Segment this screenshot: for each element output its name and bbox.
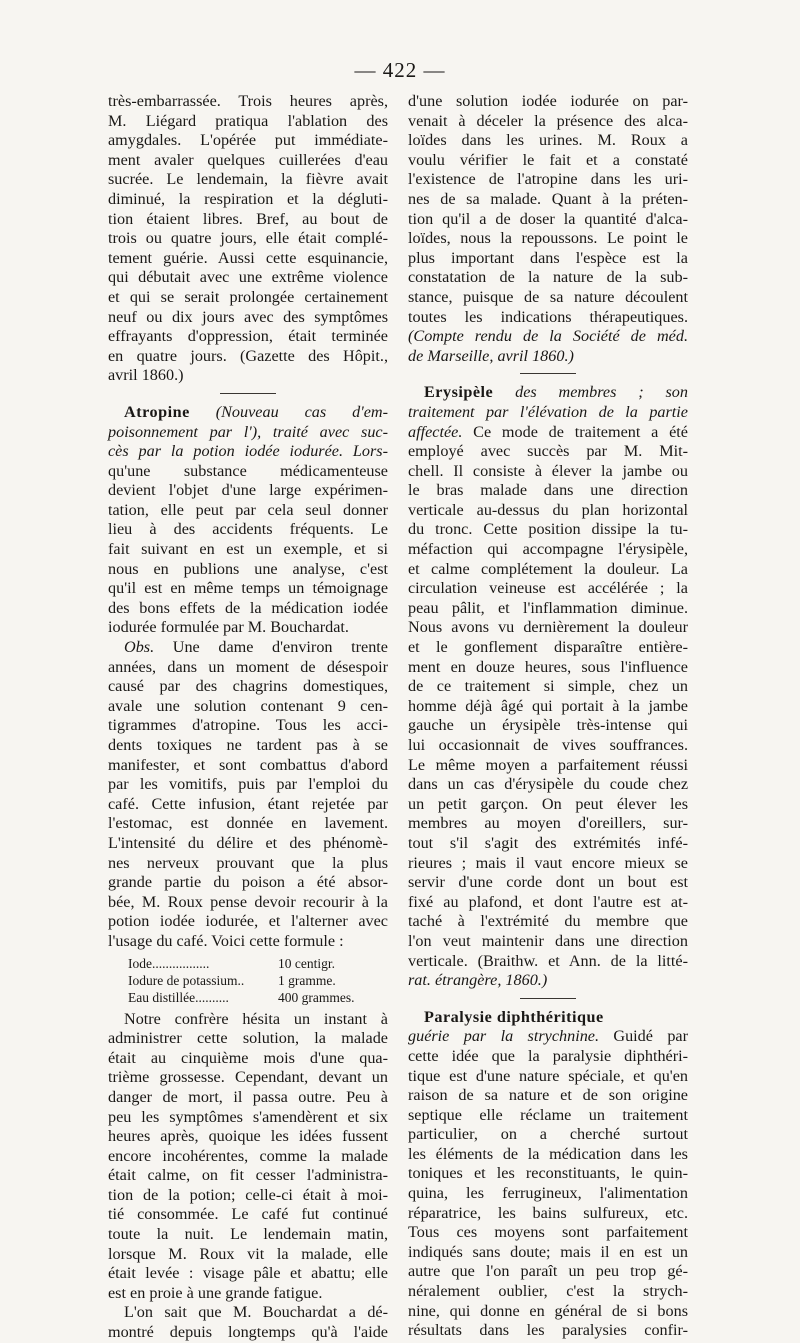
reference-text: verticale. (Braithw. et Ann. de la litté- xyxy=(408,951,688,970)
paragraph-line: des bons effets de la médication iodée xyxy=(108,598,388,617)
paragraph-line: tout s'il s'agit des extrémités infé- xyxy=(408,833,688,852)
paragraph-line: trième grossesse. Cependant, devant un xyxy=(108,1068,388,1087)
paragraph-line: servir d'une corde dont un bout est xyxy=(408,873,688,892)
paragraph-line: tique est d'une nature spéciale, et qu'en xyxy=(408,1066,688,1085)
article-paralysie xyxy=(408,1008,688,1341)
paragraph-line: lui occasionnait de vives souffrances. xyxy=(408,736,688,754)
formula-ingredient: Eau distillée.......... xyxy=(128,989,229,1005)
paragraph-amygdales xyxy=(108,92,388,386)
paragraph-line: quina, les ferrugineux, l'alimentation xyxy=(408,1184,688,1203)
paragraph-line: Le même moyen a parfaitement réussi xyxy=(408,755,688,774)
formula-ingredient: Iodure de potassium.. xyxy=(128,972,245,988)
paragraph-line: très-embarrassée. Trois heures après, xyxy=(108,92,388,110)
paragraph-line: un petit garçon. On peut élever les xyxy=(408,794,688,813)
paragraph-line: avale une solution contenant 9 cen- xyxy=(108,696,388,715)
paragraph-line: particulier, on a cherché surtout xyxy=(408,1125,688,1144)
paragraph-line: tion de la potion; celle-ci était à moi- xyxy=(108,1185,388,1204)
paragraph-line: manifester, et sont combattus d'abord xyxy=(108,755,388,774)
paragraph-line: néralement oublier, c'est la strych- xyxy=(408,1282,688,1301)
formula xyxy=(108,955,388,1006)
paragraph-line: méfaction qui accompagne l'érysipèle, xyxy=(408,540,688,559)
paragraph-line: résultats dans les paralysies confir- xyxy=(408,1321,688,1340)
reference-line xyxy=(408,971,688,991)
heading-text: traitement par l'élévation de la partie xyxy=(408,402,688,421)
paragraph-line: sucrée. Le lendemain, la fièvre avait xyxy=(108,170,388,189)
paragraph-line: et qui se serait prolongée certainement xyxy=(108,287,388,306)
paragraph-line: Nous avons vu dernièrement la douleur xyxy=(408,618,688,637)
heading-line xyxy=(408,403,688,423)
headword-erysipele: Erysipèle xyxy=(424,383,494,402)
paragraph-line: est en proie à une grande fatigue. xyxy=(108,1283,323,1302)
reference-line: de Marseille, avril 1860.) xyxy=(408,346,574,365)
paragraph-line: dans un cas d'érysipèle du coude chez xyxy=(408,775,688,794)
formula-row xyxy=(128,955,388,972)
paragraph-line: était calme, on fit cesser l'administra- xyxy=(108,1166,388,1185)
heading-text: guérie par la strychnine. xyxy=(408,1027,600,1046)
paragraph-line: iodurée formulée par M. Bouchardat. xyxy=(108,618,349,637)
formula-ingredient: Iode................. xyxy=(128,955,210,971)
paragraph-line: ment avaler quelques cuillerées d'eau xyxy=(108,150,388,169)
paragraph-line: rieures ; mais il vaut encore mieux se xyxy=(408,853,688,872)
reference-line xyxy=(408,952,688,972)
obs-line xyxy=(108,638,388,658)
paragraph-line: toutes les indications thérapeutiques. xyxy=(408,307,688,326)
section-divider xyxy=(220,393,276,394)
paragraph-line: bée, M. Roux pense devoir recourir à la xyxy=(108,892,388,911)
paragraph-line: amygdales. L'opérée put immédiate- xyxy=(108,131,388,150)
erysipele-heading-line xyxy=(408,383,688,403)
left-column xyxy=(108,92,388,1343)
paragraph-line: raison de sa nature et de son origine xyxy=(408,1086,688,1105)
paragraph-line: montré depuis longtemps qu'à l'aide xyxy=(108,1323,388,1342)
paragraph-line: les éléments de la médication dans les xyxy=(408,1144,688,1163)
paragraph-line: l'on veut maintenir dans une direction xyxy=(408,931,688,950)
heading-line xyxy=(108,442,388,462)
heading-text: des membres ; son xyxy=(493,383,688,402)
paragraph-line: autre que l'on paraît un peu trop gé- xyxy=(408,1262,688,1281)
article-erysipele xyxy=(408,383,688,990)
section-divider xyxy=(520,373,576,374)
paragraph-line: tié consommée. Le café fut continué xyxy=(108,1205,388,1224)
heading-line xyxy=(408,1027,688,1047)
heading-line xyxy=(408,423,688,443)
paragraph-line: employé avec succès par M. Mit- xyxy=(408,442,688,461)
paragraph-line: tion qu'il a de doser la quantité d'alca- xyxy=(408,209,688,228)
paragraph-line: tigrammes d'atropine. Tous les acci- xyxy=(108,716,388,735)
paragraph-line: constatation de la nature de la sub- xyxy=(408,268,688,287)
headword-paralysie: Paralysie diphthéritique xyxy=(424,1007,604,1026)
heading-text: cès par la potion iodée iodurée. Lors- xyxy=(108,442,388,461)
paragraph-line: et calme complétement la douleur. La xyxy=(408,559,688,578)
heading-text: affectée. xyxy=(408,422,463,441)
paragraph-line: potion iodée iodurée, et l'alterner avec xyxy=(108,912,388,931)
heading-text: poisonnement par l'), traité avec suc- xyxy=(108,422,388,441)
paragraph-line: réparatrice, les bains sulfureux, etc. xyxy=(408,1203,688,1222)
paragraph-line: tement guérie. Aussi cette esquinancie, xyxy=(108,248,388,267)
paragraph-line: et le gonflement disparaître entière- xyxy=(408,638,688,657)
paragraph-line: trois ou quatre jours, elle était complé- xyxy=(108,229,388,248)
paragraph-line: circulation veineuse est accélérée ; la xyxy=(408,579,688,598)
paragraph-line: toniques et les reconstituants, le quin- xyxy=(408,1164,688,1183)
paragraph-line: taché à l'extrémité du membre que xyxy=(408,912,688,931)
formula-quantity: 1 gramme. xyxy=(278,972,336,988)
paragraph-line: chell. Il consiste à élever la jambe ou xyxy=(408,461,688,480)
paragraph-line: heures après, quoique les idées fussent xyxy=(108,1127,388,1146)
paragraph-line: café. Cette infusion, étant rejetée par xyxy=(108,794,388,813)
paragraph-line: fixé au plafond, et dont l'autre est at- xyxy=(408,892,688,911)
paragraph-line: Notre confrère hésita un instant à xyxy=(124,1009,388,1028)
paragraph-line: qu'il est en même temps un témoignage xyxy=(108,579,388,598)
formula-row xyxy=(128,972,388,989)
paragraph-line: dents toxiques ne tardent pas à se xyxy=(108,736,388,754)
paragraph-line: lieu à des accidents fréquents. Le xyxy=(108,520,388,539)
paragraph-line: d'une solution iodée iodurée on par- xyxy=(408,92,688,110)
paragraph-line: par les vomitifs, puis par l'emploi du xyxy=(108,775,388,794)
paragraph-line: indiqués sans doute; mais il en est un xyxy=(408,1242,688,1261)
paragraph-line: encore incohérentes, comme la malade xyxy=(108,1146,388,1165)
paragraph-line: nes de sa malade. Quant à la préten- xyxy=(408,189,688,208)
paragraph-line: qui débutait avec une extrême violence xyxy=(108,268,388,287)
section-divider xyxy=(520,998,576,999)
paragraph-line: plus important dans l'espèce est la xyxy=(408,248,688,267)
paragraph-line: nes nerveux prouvant que la plus xyxy=(108,853,388,872)
paragraph-line: ment en douze heures, sous l'influence xyxy=(408,657,688,676)
paragraph-line: effrayants d'oppression, était terminée xyxy=(108,327,388,346)
paragraph-line: neuf ou dix jours avec des symptômes xyxy=(108,307,388,326)
headword-atropine: Atropine xyxy=(124,402,190,421)
obs-text: Une dame d'environ trente xyxy=(154,638,388,657)
atropine-heading-line xyxy=(108,403,388,423)
paragraph-line: était au cinquième mois d'une qua- xyxy=(108,1048,388,1067)
paragraph-line: fait suivant en est un exemple, et si xyxy=(108,540,388,559)
heading-line xyxy=(108,423,388,443)
paragraph-line: nous en publions une analyse, c'est xyxy=(108,559,388,578)
paragraph-line: années, dans un moment de désespoir xyxy=(108,657,388,676)
paragraph-line: avril 1860.) xyxy=(108,366,184,385)
paragraph-line: M. Liégard pratiqua l'ablation des xyxy=(108,111,388,130)
paragraph-line: du tronc. Cette position dissipe la tu- xyxy=(408,520,688,539)
heading-text: (Nouveau cas d'em- xyxy=(189,402,388,421)
paragraph-line: causé par des chagrins domestiques, xyxy=(108,677,388,696)
paragraph-line: l'existence de l'atropine dans les uri- xyxy=(408,170,688,189)
body-text: Ce mode de traitement a été xyxy=(462,422,688,441)
formula-quantity: 400 grammes. xyxy=(278,989,355,1005)
paragraph-line: en quatre jours. (Gazette des Hôpit., xyxy=(108,346,388,365)
paragraph-line: diminué, la respiration et la dégluti- xyxy=(108,189,388,208)
paragraph-line: administrer cette solution, la malade xyxy=(108,1029,388,1048)
paragraph-line: était levée : visage pâle et abattu; elle xyxy=(108,1264,388,1283)
paragraph-line: stance, puisque de sa nature découlent xyxy=(408,287,688,306)
paralysie-heading-line xyxy=(408,1008,688,1028)
paragraph-line: gauche un érysipèle très-intense qui xyxy=(408,716,688,735)
paragraph-line: peau pâlit, et l'inflammation diminue. xyxy=(408,598,688,617)
paragraph-line: tation, elle peut par cela seul donner xyxy=(108,500,388,519)
paragraph-line: venait à déceler la présence des alca- xyxy=(408,111,688,130)
paragraph-line: L'intensité du délire et des phénomè- xyxy=(108,833,388,852)
paragraph-line: grande partie du poison a été absor- xyxy=(108,873,388,892)
paragraph-line: loïdes dans les urines. M. Roux a xyxy=(408,131,688,150)
paragraph-line: toute la nuit. Le lendemain matin, xyxy=(108,1225,388,1244)
paragraph-line: loïdes, nous la repoussons. Le point le xyxy=(408,229,688,248)
formula-quantity: 10 centigr. xyxy=(278,955,335,971)
paragraph-line: verticale au-dessus du plan horizontal xyxy=(408,500,688,519)
body-text: Guidé par xyxy=(599,1027,688,1046)
paragraph-line: l'estomac, est donnée en lavement. xyxy=(108,814,388,833)
reference-text: rat. étrangère, 1860.) xyxy=(408,971,548,990)
paragraph-line: septique elle réclame un traitement xyxy=(408,1105,688,1124)
obs-label: Obs. xyxy=(124,638,155,657)
paragraph-line: homme déjà âgé qui portait à la jambe xyxy=(408,696,688,715)
paragraph-line: qu'une substance médicamenteuse xyxy=(108,461,388,480)
paragraph-line: cette idée que la paralysie diphthéri- xyxy=(408,1046,688,1065)
paragraph-line: de ce traitement si simple, chez un xyxy=(408,677,688,696)
paragraph-line: nine, qui donne en général de si bons xyxy=(408,1301,688,1320)
paragraph-line: membres au moyen d'oreillers, sur- xyxy=(408,814,688,833)
paragraph-line: le bras malade dans une direction xyxy=(408,481,688,500)
paragraph-line: voulu vérifier le fait et a constaté xyxy=(408,150,688,169)
reference-line: (Compte rendu de la Société de méd. xyxy=(408,327,688,346)
paragraph-line: l'usage du café. Voici cette formule : xyxy=(108,931,344,950)
paragraph-line: tion étaient libres. Bref, au bout de xyxy=(108,209,388,228)
paragraph-line: peu les symptômes s'amendèrent et six xyxy=(108,1107,388,1126)
paragraph-line: danger de mort, il passa outre. Peu à xyxy=(108,1087,388,1106)
formula-row xyxy=(128,989,388,1006)
paragraph-line: devient l'objet d'une large expérimen- xyxy=(108,481,388,500)
right-column xyxy=(408,92,688,1341)
paragraph-line: L'on sait que M. Bouchardat a dé- xyxy=(124,1303,388,1322)
paragraph-line: lorsque M. Roux vit la malade, elle xyxy=(108,1244,388,1263)
page-number: — 422 — xyxy=(354,58,446,82)
article-atropine xyxy=(108,403,388,1343)
paragraph-line: Tous ces moyens sont parfaitement xyxy=(408,1223,688,1242)
